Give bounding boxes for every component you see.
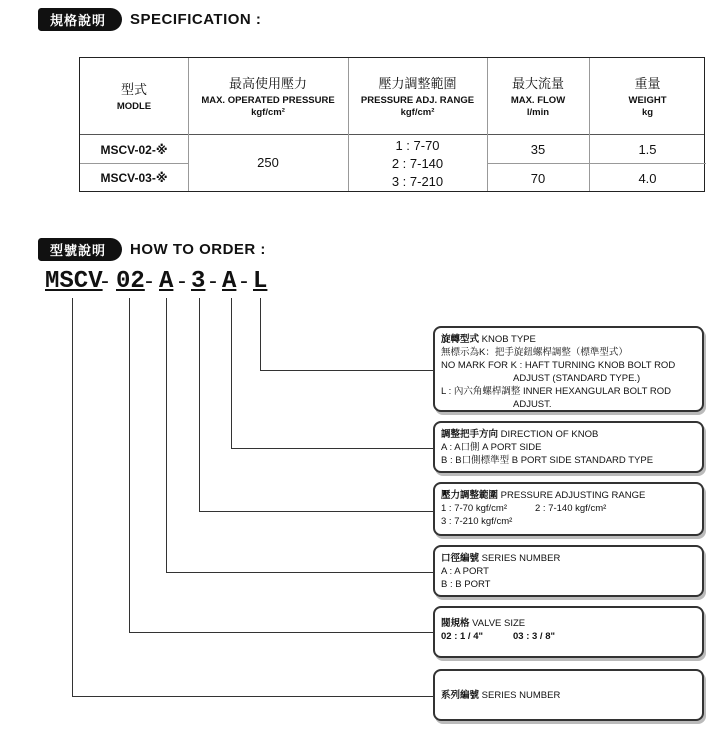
spec-heading — [38, 8, 261, 31]
model-03: MSCV-03-※ — [100, 171, 168, 185]
code-sep: - — [101, 269, 109, 294]
spec-title: SPECIFICATION : — [130, 11, 262, 28]
model-02: MSCV-02-※ — [100, 143, 168, 157]
header-weight: 重量 WEIGHT kg — [628, 77, 667, 118]
code-direction: A — [222, 268, 237, 295]
header-model: 型式 MODLE — [116, 83, 152, 112]
code-knob: L — [253, 268, 268, 295]
flow-03: 70 — [530, 170, 546, 186]
code-sep: - — [178, 269, 186, 294]
spec-badge: 規格說明 — [38, 8, 122, 31]
header-adj-range: 壓力調整範圍 PRESSURE ADJ. RANGE kgf/cm² — [360, 77, 475, 118]
code-pressure: 3 — [191, 268, 206, 295]
range-1: 1 : 7-70 — [395, 137, 440, 153]
series-box: 系列編號 SERIES NUMBER — [433, 669, 704, 721]
order-heading — [38, 238, 266, 261]
weight-03: 4.0 — [638, 170, 657, 186]
code-sep: - — [240, 269, 248, 294]
order-badge: 型號說明 — [38, 238, 122, 261]
header-max-pressure: 最高使用壓力 MAX. OPERATED PRESSURE kgf/cm² — [201, 77, 335, 118]
code-sep: - — [145, 269, 153, 294]
flow-02: 35 — [530, 141, 546, 157]
code-series: MSCV — [45, 268, 103, 295]
knob-type-box: 旋轉型式 KNOB TYPE 無標示為K：把手旋鈕螺桿調整（標準型式） NO MARK FOR K : HAFT TURNING KNOB BOLT ROD ADJUST (STANDARD TYPE.) L : 內六角螺桿調整 INNER HEXANGULAR BOLT ROD ADJUST. — [433, 326, 704, 412]
spec-table — [79, 57, 705, 192]
port-box: 口徑編號 SERIES NUMBER A : A PORT B : B PORT — [433, 545, 704, 597]
valve-size-box: 閥規格 VALVE SIZE 02 : 1 / 4" 03 : 3 / 8" — [433, 606, 704, 658]
pressure-range-box: 壓力調整範圍 PRESSURE ADJUSTING RANGE 1 : 7-70 kgf/cm² 2 : 7-140 kgf/cm² 3 : 7-210 kgf/cm² — [433, 482, 704, 536]
header-max-flow: 最大流量 MAX. FLOW l/min — [510, 77, 566, 118]
max-pressure-value: 250 — [257, 155, 279, 170]
range-2: 2 : 7-140 — [391, 155, 444, 171]
range-3: 3 : 7-210 — [391, 173, 444, 189]
order-title: HOW TO ORDER : — [130, 241, 266, 258]
code-port: A — [159, 268, 174, 295]
weight-02: 1.5 — [638, 141, 657, 157]
code-sep: - — [209, 269, 217, 294]
code-size: 02 — [116, 268, 145, 295]
direction-box: 調整把手方向 DIRECTION OF KNOB A : A口側 A PORT SIDE B : B口側標準型 B PORT SIDE STANDARD TYPE — [433, 421, 704, 473]
